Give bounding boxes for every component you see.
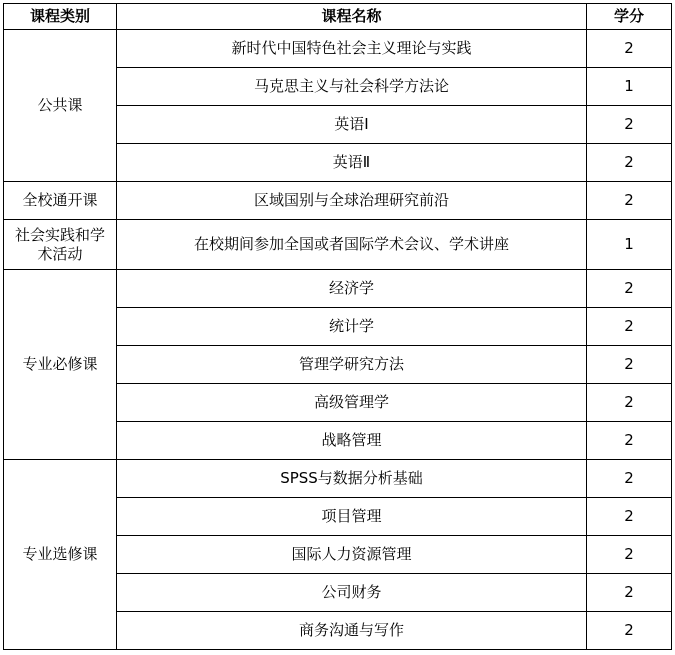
category-cell: 全校通开课: [4, 182, 117, 220]
course-name-cell: 战略管理: [117, 422, 587, 460]
course-name-cell: 英语Ⅰ: [117, 106, 587, 144]
header-credits: 学分: [587, 4, 672, 30]
credits-cell: 2: [587, 612, 672, 650]
credits-cell: 2: [587, 498, 672, 536]
header-course-name: 课程名称: [117, 4, 587, 30]
course-table: [3, 3, 672, 650]
credits-cell: 2: [587, 182, 672, 220]
category-cell: 公共课: [4, 30, 117, 182]
course-name-cell: 马克思主义与社会科学方法论: [117, 68, 587, 106]
category-cell: 专业必修课: [4, 270, 117, 460]
credits-cell: 2: [587, 460, 672, 498]
credits-cell: 1: [587, 220, 672, 270]
course-name-cell: 项目管理: [117, 498, 587, 536]
table-row: [4, 220, 672, 270]
table-row: [4, 30, 672, 68]
credits-cell: 2: [587, 106, 672, 144]
course-name-cell: 区域国别与全球治理研究前沿: [117, 182, 587, 220]
table-row: [4, 460, 672, 498]
course-name-cell: 英语Ⅱ: [117, 144, 587, 182]
credits-cell: 2: [587, 30, 672, 68]
credits-cell: 2: [587, 270, 672, 308]
credits-cell: 2: [587, 308, 672, 346]
credits-cell: 2: [587, 346, 672, 384]
course-name-cell: 在校期间参加全国或者国际学术会议、学术讲座: [117, 220, 587, 270]
credits-cell: 2: [587, 536, 672, 574]
header-category: 课程类别: [4, 4, 117, 30]
category-cell: 社会实践和学术活动: [4, 220, 117, 270]
course-name-cell: 商务沟通与写作: [117, 612, 587, 650]
category-cell: 专业选修课: [4, 460, 117, 650]
course-name-cell: 统计学: [117, 308, 587, 346]
course-name-cell: 经济学: [117, 270, 587, 308]
course-name-cell: 新时代中国特色社会主义理论与实践: [117, 30, 587, 68]
table-row: [4, 182, 672, 220]
course-name-cell: 高级管理学: [117, 384, 587, 422]
credits-cell: 2: [587, 384, 672, 422]
course-name-cell: 国际人力资源管理: [117, 536, 587, 574]
credits-cell: 2: [587, 144, 672, 182]
table-row: [4, 270, 672, 308]
credits-cell: 2: [587, 574, 672, 612]
credits-cell: 2: [587, 422, 672, 460]
course-name-cell: 公司财务: [117, 574, 587, 612]
course-name-cell: 管理学研究方法: [117, 346, 587, 384]
header-row: [4, 4, 672, 30]
credits-cell: 1: [587, 68, 672, 106]
course-name-cell: SPSS与数据分析基础: [117, 460, 587, 498]
